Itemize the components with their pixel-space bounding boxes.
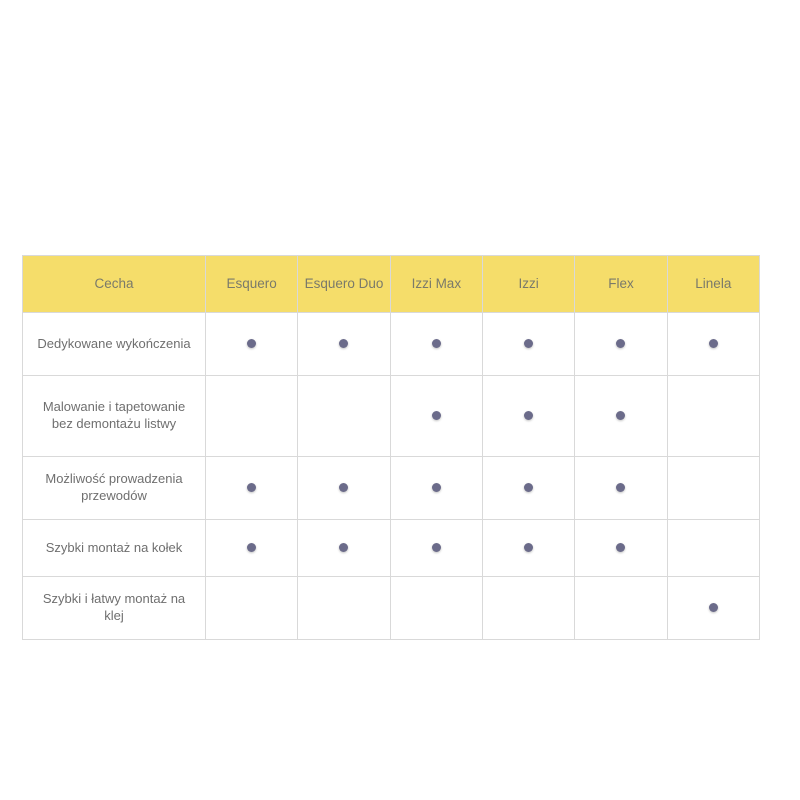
mark-cell (390, 313, 482, 376)
table-body (23, 313, 760, 640)
mark-cell (575, 313, 667, 376)
bullet-dot-icon (524, 483, 533, 492)
mark-cell (206, 376, 298, 457)
bullet-dot-icon (524, 543, 533, 552)
feature-label: Malowanie i tapetowanie bez demontażu listwy (23, 376, 206, 457)
mark-cell (298, 577, 390, 640)
mark-cell (667, 313, 759, 376)
bullet-dot-icon (616, 339, 625, 348)
bullet-dot-icon (616, 483, 625, 492)
mark-cell (482, 520, 574, 577)
bullet-dot-icon (524, 339, 533, 348)
bullet-dot-icon (339, 339, 348, 348)
column-header-izzi: Izzi (482, 256, 574, 313)
mark-cell (575, 376, 667, 457)
mark-cell (482, 313, 574, 376)
feature-label: Szybki montaż na kołek (23, 520, 206, 577)
bullet-dot-icon (616, 543, 625, 552)
column-header-esquero-duo: Esquero Duo (298, 256, 390, 313)
mark-cell (298, 520, 390, 577)
bullet-dot-icon (432, 339, 441, 348)
mark-cell (390, 457, 482, 520)
table-row (23, 313, 760, 376)
mark-cell (667, 376, 759, 457)
column-header-izzi-max: Izzi Max (390, 256, 482, 313)
column-header-linela: Linela (667, 256, 759, 313)
table-header-row (23, 256, 760, 313)
mark-cell (206, 313, 298, 376)
mark-cell (206, 520, 298, 577)
column-header-feature: Cecha (23, 256, 206, 313)
mark-cell (575, 577, 667, 640)
mark-cell (482, 577, 574, 640)
mark-cell (206, 577, 298, 640)
mark-cell (298, 376, 390, 457)
mark-cell (667, 457, 759, 520)
bullet-dot-icon (616, 411, 625, 420)
mark-cell (575, 457, 667, 520)
feature-label: Możliwość prowadzenia przewodów (23, 457, 206, 520)
mark-cell (206, 457, 298, 520)
mark-cell (390, 520, 482, 577)
mark-cell (390, 577, 482, 640)
comparison-table-wrapper (22, 255, 760, 640)
bullet-dot-icon (247, 483, 256, 492)
bullet-dot-icon (524, 411, 533, 420)
mark-cell (667, 577, 759, 640)
mark-cell (298, 457, 390, 520)
column-header-flex: Flex (575, 256, 667, 313)
feature-label: Szybki i łatwy montaż na klej (23, 577, 206, 640)
bullet-dot-icon (247, 339, 256, 348)
bullet-dot-icon (709, 603, 718, 612)
table-row (23, 520, 760, 577)
bullet-dot-icon (432, 543, 441, 552)
table-row (23, 376, 760, 457)
mark-cell (390, 376, 482, 457)
table-row (23, 457, 760, 520)
table-header (23, 256, 760, 313)
table-row (23, 577, 760, 640)
mark-cell (575, 520, 667, 577)
bullet-dot-icon (339, 483, 348, 492)
mark-cell (482, 457, 574, 520)
comparison-table (22, 255, 760, 640)
mark-cell (298, 313, 390, 376)
bullet-dot-icon (247, 543, 256, 552)
bullet-dot-icon (339, 543, 348, 552)
bullet-dot-icon (432, 411, 441, 420)
mark-cell (482, 376, 574, 457)
column-header-esquero: Esquero (206, 256, 298, 313)
feature-label: Dedykowane wykończenia (23, 313, 206, 376)
bullet-dot-icon (709, 339, 718, 348)
bullet-dot-icon (432, 483, 441, 492)
mark-cell (667, 520, 759, 577)
